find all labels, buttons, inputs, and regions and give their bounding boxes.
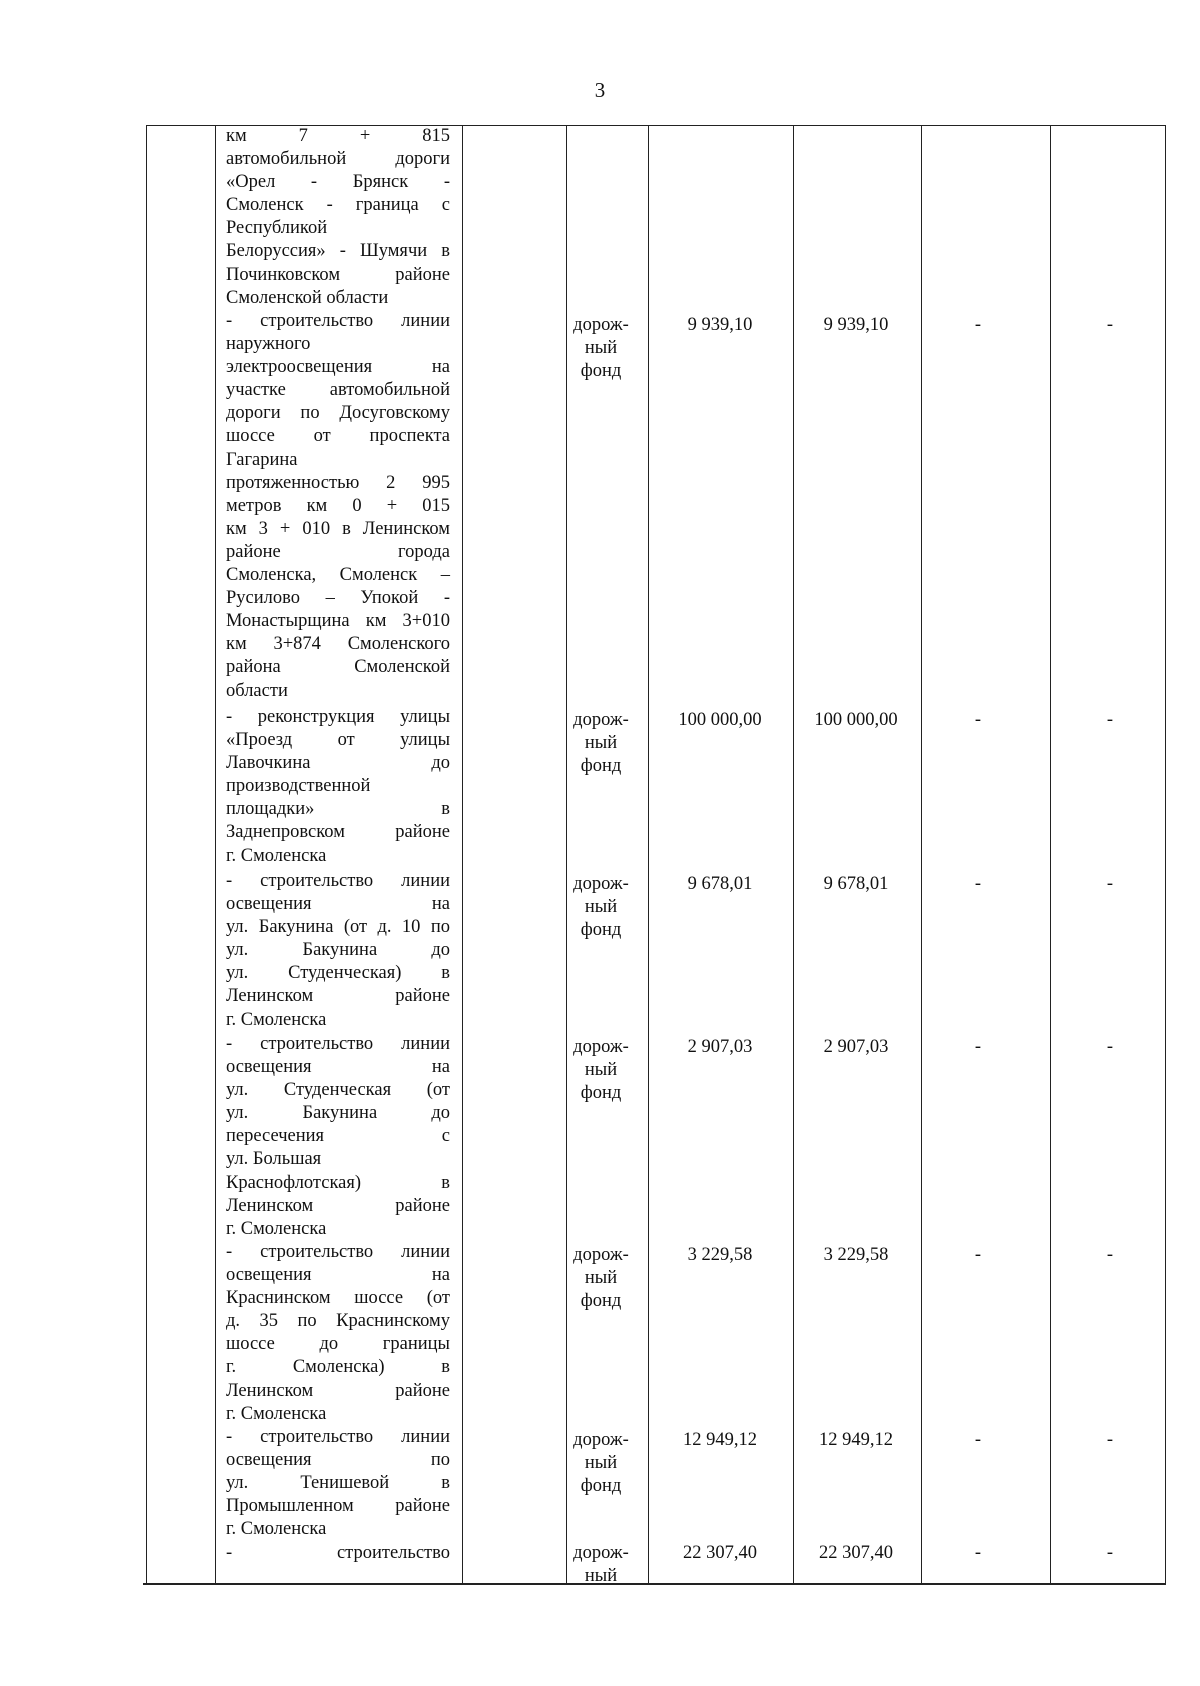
amount-empty: - (974, 1245, 982, 1265)
text-line: дороги по Досуговскому (226, 403, 450, 424)
amount-empty: - (974, 710, 982, 730)
text-line: Монастырщина км 3+010 (226, 611, 450, 632)
text-line: Ленинском районе (226, 986, 450, 1007)
amount-year: 22 307,40 (819, 1543, 893, 1563)
text-line: ул. Студенческая (от (226, 1080, 450, 1101)
text-line: освещения на (226, 894, 450, 915)
funding-source: дорож- ный (573, 1543, 629, 1587)
amount-empty: - (1106, 1245, 1114, 1265)
text-line: «Орел - Брянск - (226, 172, 450, 193)
text-line: Починковском районе (226, 264, 450, 285)
text-line: производственной (226, 776, 371, 797)
text-line: наружного (226, 334, 311, 355)
funding-source: дорож- ный фонд (573, 1430, 629, 1497)
text-line: области (226, 680, 288, 701)
text-line: Ленинском районе (226, 1195, 450, 1216)
funding-source: дорож- ный фонд (573, 1037, 629, 1104)
text-line: метров км 0 + 015 (226, 495, 450, 516)
text-line: д. 35 по Краснинскому (226, 1311, 450, 1332)
amount-total: 3 229,58 (687, 1245, 753, 1265)
text-line: района Смоленской (226, 657, 450, 678)
column-divider (648, 125, 649, 1584)
row-description (226, 310, 450, 703)
text-line: электроосвещения на (226, 357, 450, 378)
amount-empty: - (1106, 1037, 1114, 1057)
text-line: Заднепровском районе (226, 822, 450, 843)
column-divider (793, 125, 794, 1584)
amount-empty: - (974, 874, 982, 894)
table-border-left (146, 125, 147, 1584)
text-line: - строительство линии (226, 1034, 450, 1054)
text-line: Ленинском районе (226, 1380, 450, 1401)
text-line: г. Смоленска (226, 1403, 327, 1424)
text-line: протяженностью 2 995 (226, 472, 450, 493)
row-description (226, 1426, 450, 1541)
amount-empty: - (1106, 874, 1114, 894)
amount-year: 100 000,00 (814, 710, 898, 730)
column-divider (462, 125, 463, 1584)
row-description (226, 1241, 450, 1426)
text-line: Краснинском шоссе (от (226, 1288, 450, 1309)
page-number: 3 (594, 78, 606, 102)
amount-empty: - (1106, 1430, 1114, 1450)
column-divider (1050, 125, 1051, 1584)
amount-year: 2 907,03 (823, 1037, 889, 1057)
text-line: км 3+874 Смоленского (226, 634, 450, 655)
amount-year: 3 229,58 (823, 1245, 889, 1265)
amount-total: 2 907,03 (687, 1037, 753, 1057)
text-line: районе города (226, 541, 450, 562)
table-border-right (1165, 125, 1166, 1584)
text-line: км 3 + 010 в Ленинском (226, 518, 450, 539)
text-line: г. Смоленска (226, 1519, 327, 1540)
text-line: Лавочкина до (226, 753, 450, 774)
amount-empty: - (974, 315, 982, 335)
text-line: км 7 + 815 (226, 126, 450, 146)
text-line: Республикой (226, 218, 328, 239)
funding-source: дорож- ный фонд (573, 1245, 629, 1312)
text-line: г. Смоленска (226, 1218, 327, 1239)
row-description (226, 1542, 450, 1565)
text-line: шоссе от проспекта (226, 426, 450, 447)
text-line: участке автомобильной (226, 380, 450, 401)
text-line: освещения на (226, 1057, 450, 1078)
amount-empty: - (974, 1430, 982, 1450)
amount-total: 100 000,00 (678, 710, 762, 730)
text-line: ул. Бакунина (от д. 10 по (226, 917, 450, 938)
amount-empty: - (1106, 315, 1114, 335)
amount-year: 12 949,12 (819, 1430, 893, 1450)
text-line: - реконструкция улицы (226, 707, 450, 727)
text-line: - строительство линии (226, 311, 450, 331)
funding-source: дорож- ный фонд (573, 874, 629, 941)
row-description (226, 706, 450, 868)
text-line: Белоруссия» - Шумячи в (226, 241, 450, 262)
text-line: автомобильной дороги (226, 149, 450, 170)
amount-year: 9 939,10 (823, 315, 889, 335)
text-line: - строительство (226, 1543, 450, 1563)
table-border-bottom (143, 1583, 1166, 1585)
text-line: г. Смоленска) в (226, 1357, 450, 1378)
text-line: Смоленск - граница с (226, 195, 450, 216)
text-line: «Проезд от улицы (226, 730, 450, 751)
text-line: - строительство линии (226, 1242, 450, 1262)
text-line: шоссе до границы (226, 1334, 450, 1355)
row-description (226, 125, 450, 310)
text-line: Промышленном районе (226, 1496, 450, 1517)
text-line: ул. Студенческая) в (226, 963, 450, 984)
column-divider (215, 125, 216, 1584)
text-line: ул. Большая (226, 1149, 322, 1170)
funding-source: дорож- ный фонд (573, 710, 629, 777)
text-line: ул. Тенишевой в (226, 1473, 450, 1494)
amount-empty: - (974, 1037, 982, 1057)
amount-empty: - (1106, 710, 1114, 730)
amount-total: 12 949,12 (683, 1430, 757, 1450)
amount-year: 9 678,01 (823, 874, 889, 894)
text-line: Смоленской области (226, 287, 389, 308)
column-divider (921, 125, 922, 1584)
amount-total: 9 939,10 (687, 315, 753, 335)
text-line: пересечения с (226, 1126, 450, 1147)
text-line: - строительство линии (226, 1427, 450, 1447)
amount-total: 9 678,01 (687, 874, 753, 894)
text-line: площадки» в (226, 799, 450, 820)
row-description (226, 1033, 450, 1241)
text-line: освещения на (226, 1265, 450, 1286)
funding-source: дорож- ный фонд (573, 315, 629, 382)
text-line: Русилово – Упокой - (226, 588, 450, 609)
amount-empty: - (1106, 1543, 1114, 1563)
row-description (226, 870, 450, 1032)
text-line: освещения по (226, 1450, 450, 1471)
text-line: Гагарина (226, 449, 298, 470)
text-line: ул. Бакунина до (226, 940, 450, 961)
text-line: ул. Бакунина до (226, 1103, 450, 1124)
amount-total: 22 307,40 (683, 1543, 757, 1563)
text-line: - строительство линии (226, 871, 450, 891)
text-line: г. Смоленска (226, 845, 327, 866)
text-line: Смоленска, Смоленск – (226, 565, 450, 586)
text-line: Краснофлотская) в (226, 1172, 450, 1193)
amount-empty: - (974, 1543, 982, 1563)
text-line: г. Смоленска (226, 1009, 327, 1030)
